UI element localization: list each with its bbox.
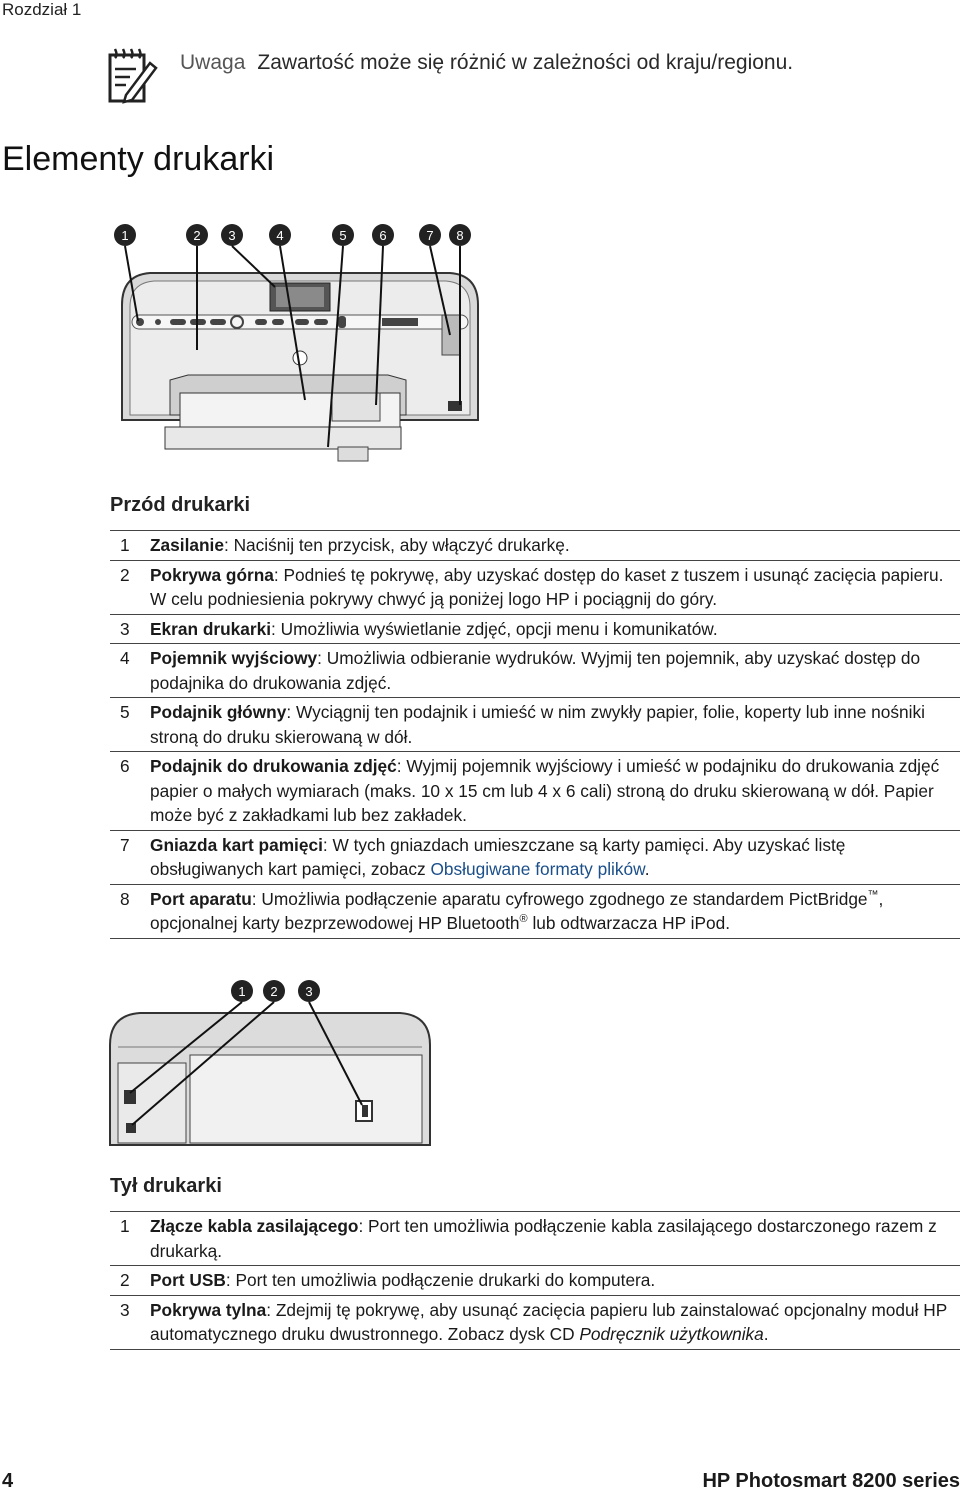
callout-7 <box>419 224 441 246</box>
item-text: : Port ten umożliwia podłączenie drukarki do komputera. <box>225 1270 656 1290</box>
item-text: : Wyciągnij ten podajnik i umieść w nim zwykły papier, folie, koperty lub inne nośniki stroną do druku skierowaną w dół. <box>150 702 925 747</box>
item-term: Podajnik do drukowania zdjęć <box>150 756 397 776</box>
callout-7-label: 7 <box>426 228 434 243</box>
item-text-3: lub odtwarzacza HP iPod. <box>527 913 731 933</box>
callout-3 <box>221 224 243 246</box>
table-row <box>110 1295 960 1349</box>
item-number: 4 <box>110 644 150 698</box>
back-callout-2-label: 2 <box>270 984 278 999</box>
item-number: 1 <box>110 1212 150 1266</box>
item-description <box>150 830 960 884</box>
item-number: 5 <box>110 698 150 752</box>
item-number: 7 <box>110 830 150 884</box>
item-description <box>150 884 960 938</box>
item-term: Port aparatu <box>150 888 252 909</box>
registered-symbol: ® <box>519 913 528 926</box>
table-row <box>110 830 960 884</box>
item-term: Złącze kabla zasilającego <box>150 1216 359 1236</box>
item-text: : Wyjmij pojemnik wyjściowy i umieść w podajniku do drukowania zdjęć papier o małych wymiarach (maks. 10 x 15 cm lub 4 x 6 cali) stroną do druku skierowaną w dół. Papier może być z zakładkami lub bez zakładek. <box>150 756 940 825</box>
item-text-after: . <box>644 859 650 879</box>
table-row <box>110 884 960 938</box>
back-items-table <box>110 1211 960 1350</box>
trademark-symbol: ™ <box>867 888 879 901</box>
table-row <box>110 644 960 698</box>
back-printer-illustration <box>100 975 440 1150</box>
table-row <box>110 614 960 644</box>
back-callout-3-label: 3 <box>305 984 313 999</box>
item-term: Pokrywa tylna <box>150 1299 267 1320</box>
item-term: Ekran drukarki <box>150 618 272 639</box>
item-description <box>150 644 960 698</box>
item-description <box>150 531 960 561</box>
item-term: Zasilanie <box>150 535 224 555</box>
item-text: : Umożliwia odbieranie wydruków. Wyjmij ten pojemnik, aby uzyskać dostęp do podajnika do drukowania zdjęć. <box>150 648 921 693</box>
table-row <box>110 531 960 561</box>
item-text-after: . <box>763 1324 769 1344</box>
item-text: : Umożliwia wyświetlanie zdjęć, opcji menu i komunikatów. <box>271 618 718 639</box>
callout-6-label: 6 <box>379 228 387 243</box>
section-title: Elementy drukarki <box>2 140 275 178</box>
item-text: : Podnieś tę pokrywę, aby uzyskać dostęp do kaset z tuszem i usunąć zacięcia papieru. W celu podniesienia pokrywy chwyć ją poniżej logo HP i pociągnij do góry. <box>150 564 944 609</box>
front-heading: Przód drukarki <box>110 494 251 516</box>
back-heading: Tył drukarki <box>110 1175 222 1197</box>
callout-8 <box>449 224 471 246</box>
item-text: : Umożliwia podłączenie aparatu cyfrowego zgodnego ze standardem PictBridge <box>251 888 868 909</box>
callout-2 <box>186 224 208 246</box>
item-text: : Zdejmij tę pokrywę, aby usunąć zacięcia papieru lub zainstalować opcjonalny moduł HP automatycznego druku dwustronnego. Zobacz dysk CD <box>150 1299 947 1344</box>
callout-4 <box>269 224 291 246</box>
chapter-label: Rozdział 1 <box>2 0 82 19</box>
item-description <box>150 614 960 644</box>
callout-5 <box>332 224 354 246</box>
callout-1 <box>114 224 136 246</box>
back-callout-2 <box>263 980 285 1002</box>
product-name: HP Photosmart 8200 series <box>702 1470 960 1492</box>
back-callout-1 <box>231 980 253 1002</box>
item-description <box>150 1295 960 1349</box>
callout-2-label: 2 <box>193 228 201 243</box>
callout-3-label: 3 <box>228 228 236 243</box>
note-icon <box>106 45 158 105</box>
callout-8-label: 8 <box>456 228 464 243</box>
item-term: Podajnik główny <box>150 702 287 722</box>
item-description <box>150 1212 960 1266</box>
item-number: 2 <box>110 560 150 614</box>
item-number: 3 <box>110 1295 150 1349</box>
item-term: Port USB <box>150 1270 226 1290</box>
item-number: 1 <box>110 531 150 561</box>
item-term: Pojemnik wyjściowy <box>150 648 318 668</box>
item-term: Gniazda kart pamięci <box>150 834 323 855</box>
table-row <box>110 560 960 614</box>
item-description <box>150 1266 960 1296</box>
item-text: : Naciśnij ten przycisk, aby włączyć drukarkę. <box>223 535 570 555</box>
front-printer-illustration <box>100 215 490 475</box>
item-description <box>150 752 960 831</box>
table-row <box>110 752 960 831</box>
callout-4-label: 4 <box>276 228 284 243</box>
item-number: 8 <box>110 884 150 938</box>
callout-1-label: 1 <box>121 228 129 243</box>
item-number: 3 <box>110 614 150 644</box>
page-number: 4 <box>2 1470 14 1492</box>
back-callout-1-label: 1 <box>238 984 246 999</box>
item-number: 2 <box>110 1266 150 1296</box>
callout-5-label: 5 <box>339 228 347 243</box>
callout-markers <box>114 224 471 246</box>
front-items-table <box>110 530 960 939</box>
table-row <box>110 698 960 752</box>
callout-6 <box>372 224 394 246</box>
manual-title: Podręcznik użytkownika <box>579 1324 764 1344</box>
note-label: Uwaga <box>180 51 246 74</box>
table-row <box>110 1266 960 1296</box>
item-number: 6 <box>110 752 150 831</box>
table-row <box>110 1212 960 1266</box>
item-term: Pokrywa górna <box>150 564 274 585</box>
item-text: : W tych gniazdach umieszczane są karty pamięci. Aby uzyskać listę obsługiwanych kart pamięci, zobacz <box>150 834 846 879</box>
item-description <box>150 560 960 614</box>
item-text-2: , opcjonalnej karty bezprzewodowej HP Bluetooth <box>150 888 884 933</box>
note-text: Zawartość może się różnić w zależności od kraju/regionu. <box>257 51 794 74</box>
back-callout-3 <box>298 980 320 1002</box>
note <box>180 51 793 75</box>
supported-formats-link[interactable]: Obsługiwane formaty plików <box>430 859 645 879</box>
item-text: : Port ten umożliwia podłączenie kabla zasilającego dostarczonego razem z drukarką. <box>150 1216 937 1261</box>
item-description <box>150 698 960 752</box>
